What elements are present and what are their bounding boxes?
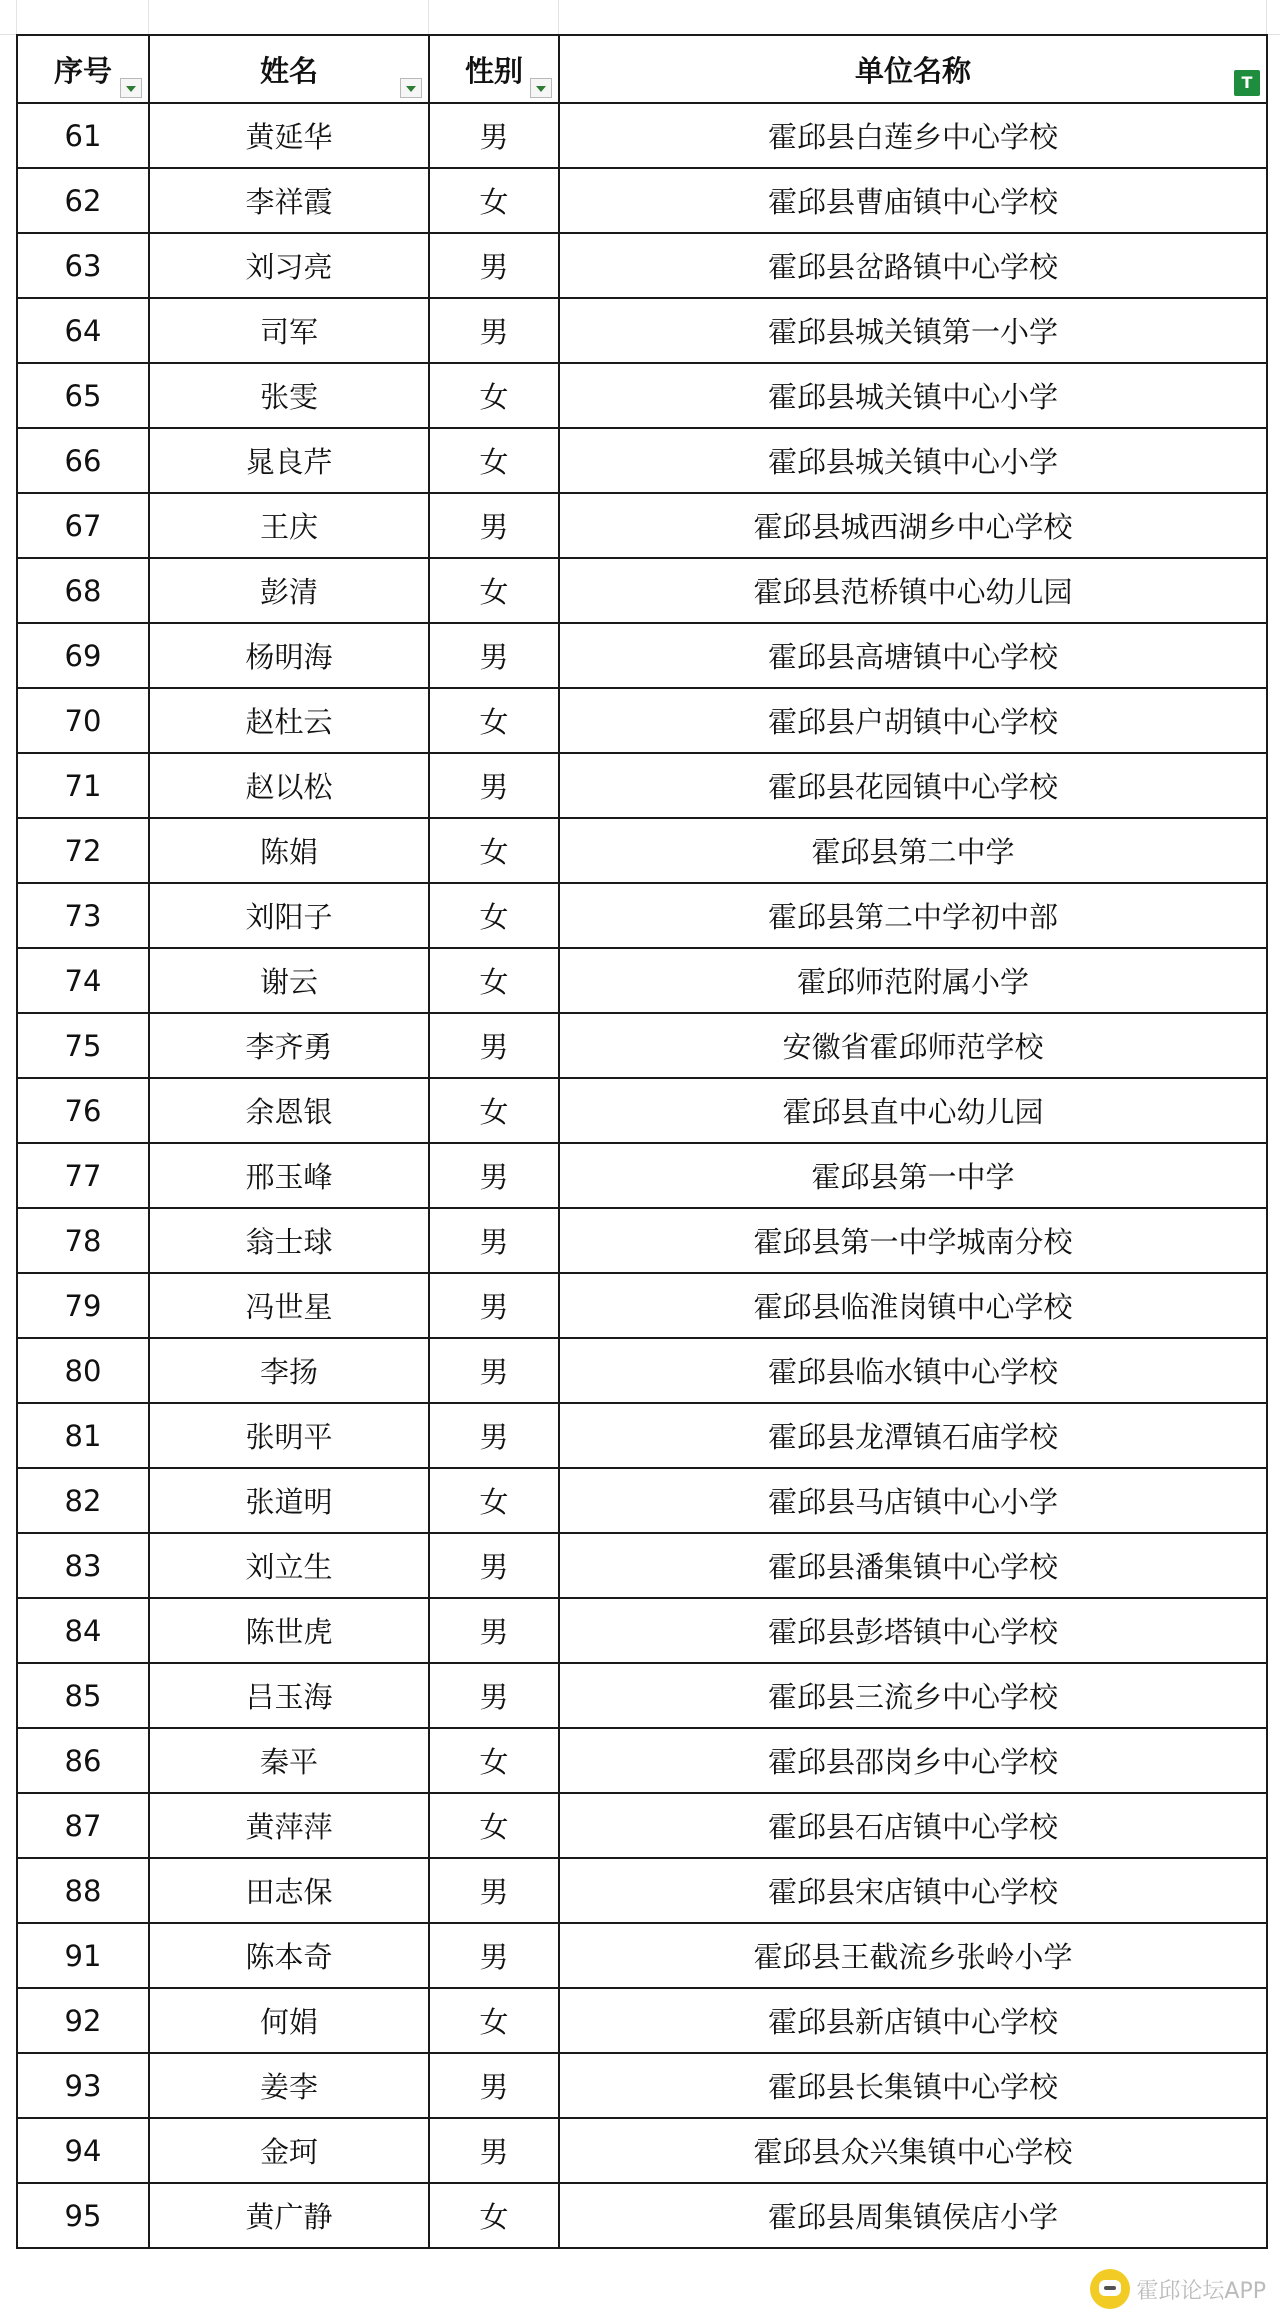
table-row bbox=[17, 298, 1267, 363]
cell-unit[interactable]: 霍邱县第二中学初中部 bbox=[559, 883, 1267, 948]
cell-gender[interactable]: 男 bbox=[429, 1858, 559, 1923]
cell-unit[interactable]: 霍邱县第二中学 bbox=[559, 818, 1267, 883]
gridline bbox=[428, 0, 429, 34]
cell-index[interactable]: 85 bbox=[17, 1663, 149, 1728]
cell-gender[interactable]: 男 bbox=[429, 1403, 559, 1468]
cell-index[interactable]: 73 bbox=[17, 883, 149, 948]
cell-gender[interactable]: 男 bbox=[429, 623, 559, 688]
cell-unit[interactable]: 霍邱县第一中学 bbox=[559, 1143, 1267, 1208]
cell-index[interactable]: 91 bbox=[17, 1923, 149, 1988]
cell-gender[interactable]: 男 bbox=[429, 233, 559, 298]
cell-index[interactable]: 84 bbox=[17, 1598, 149, 1663]
cell-index[interactable]: 92 bbox=[17, 1988, 149, 2053]
cell-gender[interactable]: 男 bbox=[429, 1143, 559, 1208]
table-row bbox=[17, 233, 1267, 298]
cell-name[interactable]: 赵以松 bbox=[149, 753, 429, 818]
cell-name[interactable]: 黄萍萍 bbox=[149, 1793, 429, 1858]
cell-gender[interactable]: 男 bbox=[429, 1923, 559, 1988]
cell-unit[interactable]: 霍邱县临水镇中心学校 bbox=[559, 1338, 1267, 1403]
table-row bbox=[17, 1078, 1267, 1143]
cell-index[interactable]: 95 bbox=[17, 2183, 149, 2248]
cell-index[interactable]: 64 bbox=[17, 298, 149, 363]
table-row bbox=[17, 1273, 1267, 1338]
table-row bbox=[17, 1338, 1267, 1403]
cell-index[interactable]: 86 bbox=[17, 1728, 149, 1793]
cell-index[interactable]: 71 bbox=[17, 753, 149, 818]
col-header-unit bbox=[559, 35, 1267, 103]
cell-unit[interactable]: 霍邱县花园镇中心学校 bbox=[559, 753, 1267, 818]
cell-index[interactable]: 65 bbox=[17, 363, 149, 428]
cell-gender[interactable]: 女 bbox=[429, 2183, 559, 2248]
table-row bbox=[17, 1013, 1267, 1078]
table-row bbox=[17, 1208, 1267, 1273]
cell-unit[interactable]: 霍邱县潘集镇中心学校 bbox=[559, 1533, 1267, 1598]
table-row bbox=[17, 363, 1267, 428]
cell-gender[interactable]: 女 bbox=[429, 363, 559, 428]
table-row bbox=[17, 493, 1267, 558]
cell-index[interactable]: 93 bbox=[17, 2053, 149, 2118]
cell-index[interactable]: 81 bbox=[17, 1403, 149, 1468]
cell-index[interactable]: 69 bbox=[17, 623, 149, 688]
cell-gender[interactable]: 女 bbox=[429, 1468, 559, 1533]
cell-unit[interactable]: 霍邱县三流乡中心学校 bbox=[559, 1663, 1267, 1728]
cell-name[interactable]: 邢玉峰 bbox=[149, 1143, 429, 1208]
cell-unit[interactable]: 霍邱县宋店镇中心学校 bbox=[559, 1858, 1267, 1923]
table-row bbox=[17, 103, 1267, 168]
cell-unit[interactable]: 霍邱县邵岗乡中心学校 bbox=[559, 1728, 1267, 1793]
col-header-index bbox=[17, 35, 149, 103]
cell-gender[interactable]: 女 bbox=[429, 688, 559, 753]
table-row bbox=[17, 1533, 1267, 1598]
cell-unit[interactable]: 霍邱县直中心幼儿园 bbox=[559, 1078, 1267, 1143]
cell-unit[interactable]: 霍邱县第一中学城南分校 bbox=[559, 1208, 1267, 1273]
table-row bbox=[17, 1793, 1267, 1858]
cell-unit[interactable]: 霍邱县城关镇中心小学 bbox=[559, 363, 1267, 428]
cell-index[interactable]: 61 bbox=[17, 103, 149, 168]
cell-index[interactable]: 88 bbox=[17, 1858, 149, 1923]
cell-unit[interactable]: 霍邱县城西湖乡中心学校 bbox=[559, 493, 1267, 558]
cell-name[interactable]: 张明平 bbox=[149, 1403, 429, 1468]
cell-gender[interactable]: 男 bbox=[429, 2118, 559, 2183]
table-row bbox=[17, 883, 1267, 948]
cell-unit[interactable]: 霍邱县高塘镇中心学校 bbox=[559, 623, 1267, 688]
cell-unit[interactable]: 霍邱县白莲乡中心学校 bbox=[559, 103, 1267, 168]
cell-name[interactable]: 陈本奇 bbox=[149, 1923, 429, 1988]
table-row bbox=[17, 1598, 1267, 1663]
watermark-text: 霍邱论坛APP bbox=[1136, 2278, 1266, 2304]
table-row bbox=[17, 2183, 1267, 2248]
cell-name[interactable]: 金珂 bbox=[149, 2118, 429, 2183]
cell-gender[interactable]: 女 bbox=[429, 1988, 559, 2053]
col-header-gender bbox=[429, 35, 559, 103]
cell-name[interactable]: 刘阳子 bbox=[149, 883, 429, 948]
cell-unit[interactable]: 霍邱县彭塔镇中心学校 bbox=[559, 1598, 1267, 1663]
cell-name[interactable]: 冯世星 bbox=[149, 1273, 429, 1338]
table-row bbox=[17, 1143, 1267, 1208]
cell-name[interactable]: 王庆 bbox=[149, 493, 429, 558]
cell-index[interactable]: 94 bbox=[17, 2118, 149, 2183]
cell-unit[interactable]: 安徽省霍邱师范学校 bbox=[559, 1013, 1267, 1078]
cell-gender[interactable]: 女 bbox=[429, 948, 559, 1013]
cell-gender[interactable]: 男 bbox=[429, 2053, 559, 2118]
table-row bbox=[17, 1728, 1267, 1793]
gridline bbox=[16, 0, 17, 34]
cell-gender[interactable]: 女 bbox=[429, 168, 559, 233]
chat-bubble-icon bbox=[1090, 2269, 1130, 2309]
table-row bbox=[17, 623, 1267, 688]
cell-name[interactable]: 秦平 bbox=[149, 1728, 429, 1793]
cell-name[interactable]: 刘习亮 bbox=[149, 233, 429, 298]
cell-gender[interactable]: 男 bbox=[429, 103, 559, 168]
header-row bbox=[17, 35, 1267, 103]
col-header-label: 性别 bbox=[464, 53, 523, 88]
cell-name[interactable]: 余恩银 bbox=[149, 1078, 429, 1143]
cell-index[interactable]: 80 bbox=[17, 1338, 149, 1403]
cell-name[interactable]: 田志保 bbox=[149, 1858, 429, 1923]
cell-index[interactable]: 67 bbox=[17, 493, 149, 558]
cell-unit[interactable]: 霍邱县岔路镇中心学校 bbox=[559, 233, 1267, 298]
cell-index[interactable]: 70 bbox=[17, 688, 149, 753]
cell-gender[interactable]: 女 bbox=[429, 428, 559, 493]
cell-name[interactable]: 彭清 bbox=[149, 558, 429, 623]
roster-table bbox=[16, 34, 1268, 2249]
cell-name[interactable]: 姜李 bbox=[149, 2053, 429, 2118]
cell-index[interactable]: 76 bbox=[17, 1078, 149, 1143]
table-row bbox=[17, 168, 1267, 233]
cell-unit[interactable]: 霍邱师范附属小学 bbox=[559, 948, 1267, 1013]
cell-unit[interactable]: 霍邱县长集镇中心学校 bbox=[559, 2053, 1267, 2118]
table-row bbox=[17, 1663, 1267, 1728]
cell-index[interactable]: 66 bbox=[17, 428, 149, 493]
cell-name[interactable]: 翁士球 bbox=[149, 1208, 429, 1273]
cell-gender[interactable]: 男 bbox=[429, 298, 559, 363]
cell-name[interactable]: 司军 bbox=[149, 298, 429, 363]
cell-gender[interactable]: 男 bbox=[429, 1663, 559, 1728]
cell-gender[interactable]: 男 bbox=[429, 1533, 559, 1598]
cell-gender[interactable]: 男 bbox=[429, 753, 559, 818]
table-row bbox=[17, 948, 1267, 1013]
cell-name[interactable]: 赵杜云 bbox=[149, 688, 429, 753]
cell-gender[interactable]: 男 bbox=[429, 1598, 559, 1663]
gridline-strip bbox=[0, 0, 1280, 35]
cell-name[interactable]: 黄延华 bbox=[149, 103, 429, 168]
cell-name[interactable]: 杨明海 bbox=[149, 623, 429, 688]
table-row bbox=[17, 1858, 1267, 1923]
col-header-name bbox=[149, 35, 429, 103]
cell-unit[interactable]: 霍邱县户胡镇中心学校 bbox=[559, 688, 1267, 753]
cell-unit[interactable]: 霍邱县新店镇中心学校 bbox=[559, 1988, 1267, 2053]
cell-index[interactable]: 87 bbox=[17, 1793, 149, 1858]
cell-name[interactable]: 何娟 bbox=[149, 1988, 429, 2053]
cell-name[interactable]: 刘立生 bbox=[149, 1533, 429, 1598]
cell-name[interactable]: 李祥霞 bbox=[149, 168, 429, 233]
cell-name[interactable]: 黄广静 bbox=[149, 2183, 429, 2248]
filter-dropdown-icon[interactable] bbox=[400, 78, 422, 98]
table-row bbox=[17, 1988, 1267, 2053]
cell-index[interactable]: 78 bbox=[17, 1208, 149, 1273]
cell-unit[interactable]: 霍邱县王截流乡张岭小学 bbox=[559, 1923, 1267, 1988]
col-header-label: 序号 bbox=[53, 53, 112, 88]
table-body bbox=[17, 103, 1267, 2248]
cell-gender[interactable]: 男 bbox=[429, 493, 559, 558]
cell-index[interactable]: 63 bbox=[17, 233, 149, 298]
cell-unit[interactable]: 霍邱县众兴集镇中心学校 bbox=[559, 2118, 1267, 2183]
cell-name[interactable]: 晁良芹 bbox=[149, 428, 429, 493]
cell-name[interactable]: 吕玉海 bbox=[149, 1663, 429, 1728]
cell-gender[interactable]: 女 bbox=[429, 558, 559, 623]
filter-active-icon[interactable]: T bbox=[1234, 70, 1260, 96]
table-row bbox=[17, 558, 1267, 623]
cell-index[interactable]: 82 bbox=[17, 1468, 149, 1533]
gridline bbox=[1266, 0, 1267, 34]
cell-gender[interactable]: 男 bbox=[429, 1338, 559, 1403]
col-header-label: 姓名 bbox=[259, 53, 318, 88]
table-row bbox=[17, 428, 1267, 493]
cell-unit[interactable]: 霍邱县马店镇中心小学 bbox=[559, 1468, 1267, 1533]
table-row bbox=[17, 2053, 1267, 2118]
cell-unit[interactable]: 霍邱县石店镇中心学校 bbox=[559, 1793, 1267, 1858]
watermark bbox=[1090, 2266, 1266, 2312]
cell-gender[interactable]: 男 bbox=[429, 1273, 559, 1338]
cell-name[interactable]: 张雯 bbox=[149, 363, 429, 428]
cell-gender[interactable]: 女 bbox=[429, 1728, 559, 1793]
cell-index[interactable]: 62 bbox=[17, 168, 149, 233]
cell-index[interactable]: 68 bbox=[17, 558, 149, 623]
table-row bbox=[17, 753, 1267, 818]
cell-name[interactable]: 陈娟 bbox=[149, 818, 429, 883]
gridline bbox=[148, 0, 149, 34]
cell-gender[interactable]: 女 bbox=[429, 883, 559, 948]
table-row bbox=[17, 818, 1267, 883]
cell-name[interactable]: 谢云 bbox=[149, 948, 429, 1013]
cell-unit[interactable]: 霍邱县曹庙镇中心学校 bbox=[559, 168, 1267, 233]
cell-index[interactable]: 72 bbox=[17, 818, 149, 883]
cell-index[interactable]: 74 bbox=[17, 948, 149, 1013]
cell-gender[interactable]: 男 bbox=[429, 1013, 559, 1078]
table-row bbox=[17, 688, 1267, 753]
cell-gender[interactable]: 女 bbox=[429, 818, 559, 883]
cell-gender[interactable]: 男 bbox=[429, 1208, 559, 1273]
table-row bbox=[17, 1403, 1267, 1468]
cell-unit[interactable]: 霍邱县城关镇中心小学 bbox=[559, 428, 1267, 493]
cell-index[interactable]: 75 bbox=[17, 1013, 149, 1078]
cell-unit[interactable]: 霍邱县范桥镇中心幼儿园 bbox=[559, 558, 1267, 623]
cell-unit[interactable]: 霍邱县周集镇侯店小学 bbox=[559, 2183, 1267, 2248]
gridline bbox=[558, 0, 559, 34]
col-header-label: 单位名称 bbox=[854, 53, 971, 88]
cell-name[interactable]: 张道明 bbox=[149, 1468, 429, 1533]
table-row bbox=[17, 1468, 1267, 1533]
cell-name[interactable]: 陈世虎 bbox=[149, 1598, 429, 1663]
cell-unit[interactable]: 霍邱县临淮岗镇中心学校 bbox=[559, 1273, 1267, 1338]
cell-name[interactable]: 李扬 bbox=[149, 1338, 429, 1403]
cell-unit[interactable]: 霍邱县龙潭镇石庙学校 bbox=[559, 1403, 1267, 1468]
cell-gender[interactable]: 女 bbox=[429, 1793, 559, 1858]
filter-dropdown-icon[interactable] bbox=[120, 78, 142, 98]
cell-index[interactable]: 79 bbox=[17, 1273, 149, 1338]
cell-gender[interactable]: 女 bbox=[429, 1078, 559, 1143]
cell-index[interactable]: 77 bbox=[17, 1143, 149, 1208]
table-row bbox=[17, 2118, 1267, 2183]
cell-name[interactable]: 李齐勇 bbox=[149, 1013, 429, 1078]
table-row bbox=[17, 1923, 1267, 1988]
filter-dropdown-icon[interactable] bbox=[530, 78, 552, 98]
cell-index[interactable]: 83 bbox=[17, 1533, 149, 1598]
cell-unit[interactable]: 霍邱县城关镇第一小学 bbox=[559, 298, 1267, 363]
